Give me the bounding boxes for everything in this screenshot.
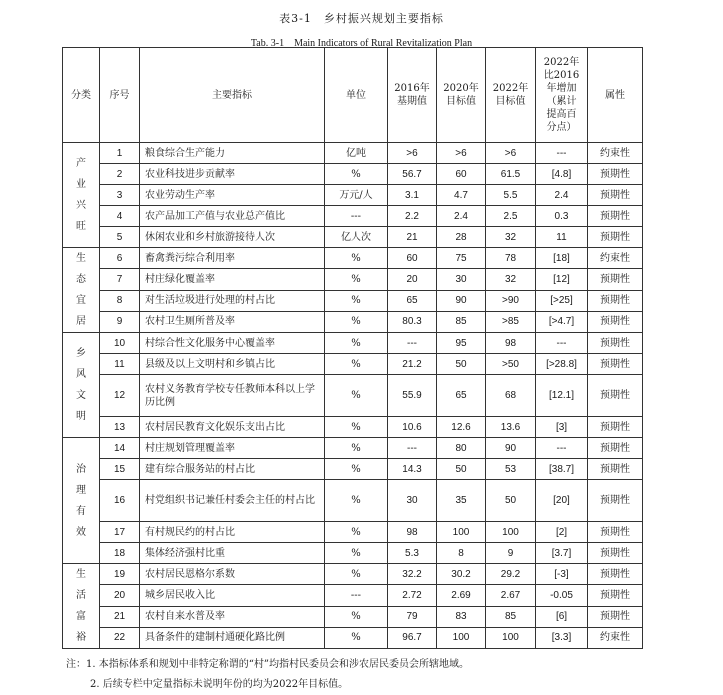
table-row [63,354,643,375]
attribute-cell: 预期性 [588,417,643,438]
category-cell [63,564,100,649]
attribute-cell: 预期性 [588,438,643,459]
target-2022-value: 53 [486,459,536,480]
base-2016-value: >6 [388,143,437,164]
attribute-cell: 约束性 [588,248,643,269]
unit-cell: % [325,333,388,354]
target-2022-value: 90 [486,438,536,459]
category-cell [63,333,100,438]
base-2016-value: 80.3 [388,311,437,332]
indicator-name: 村党组织书记兼任村委会主任的村占比 [140,480,325,522]
table-row [63,459,643,480]
table-row [63,480,643,522]
indicator-name: 粮食综合生产能力 [140,143,325,164]
indicator-name: 农村卫生厕所普及率 [140,311,325,332]
increase-value: [3] [536,417,588,438]
attribute-cell: 预期性 [588,333,643,354]
base-2016-value: 30 [388,480,437,522]
header-base-2016: 2016年 基期值 [388,48,437,143]
category-cell [63,248,100,333]
target-2022-value: >85 [486,311,536,332]
row-number: 16 [100,480,140,522]
unit-cell: % [325,459,388,480]
increase-value: [-3] [536,564,588,585]
table-title-en: Tab. 3-1 Main Indicators of Rural Revitalization Plan [250,38,473,49]
table-row [63,333,643,354]
base-2016-value: 2.2 [388,206,437,227]
indicator-name: 农产品加工产值与农业总产值比 [140,206,325,227]
target-2022-value: 61.5 [486,164,536,185]
target-2020-value: 100 [437,627,486,648]
target-2020-value: 85 [437,311,486,332]
base-2016-value: 56.7 [388,164,437,185]
table-row [63,585,643,606]
row-number: 11 [100,354,140,375]
unit-cell: 亿人次 [325,227,388,248]
category-label: 产 业 兴 旺 [76,158,86,232]
attribute-cell: 预期性 [588,606,643,627]
header-row [63,48,643,143]
target-2020-value: 12.6 [437,417,486,438]
indicator-name: 农村自来水普及率 [140,606,325,627]
row-number: 8 [100,290,140,311]
attribute-cell: 预期性 [588,543,643,564]
unit-cell: % [325,248,388,269]
unit-cell: % [325,522,388,543]
target-2022-value: 68 [486,375,536,417]
increase-value: --- [536,438,588,459]
target-2020-value: 50 [437,354,486,375]
unit-cell: % [325,543,388,564]
table-row [63,375,643,417]
table-row [63,143,643,164]
category-label: 生 态 宜 居 [76,253,86,327]
header-indicator: 主要指标 [140,48,325,143]
row-number: 6 [100,248,140,269]
attribute-cell: 预期性 [588,185,643,206]
target-2020-value: 8 [437,543,486,564]
category-label: 治 理 有 效 [76,463,86,538]
table-row [63,311,643,332]
indicator-name: 具备条件的建制村通硬化路比例 [140,627,325,648]
increase-value: 11 [536,227,588,248]
increase-value: [>25] [536,290,588,311]
indicator-name: 农村居民恩格尔系数 [140,564,325,585]
table-row [63,627,643,648]
table-row [63,417,643,438]
target-2020-value: 100 [437,522,486,543]
header-target-2020: 2020年 目标值 [437,48,486,143]
indicator-name: 对生活垃圾进行处理的村占比 [140,290,325,311]
target-2020-value: 60 [437,164,486,185]
unit-cell: % [325,311,388,332]
category-cell [63,143,100,248]
target-2020-value: 30.2 [437,564,486,585]
target-2020-value: 80 [437,438,486,459]
row-number: 7 [100,269,140,290]
increase-value: --- [536,143,588,164]
row-number: 22 [100,627,140,648]
base-2016-value: 55.9 [388,375,437,417]
increase-value: [20] [536,480,588,522]
target-2022-value: 9 [486,543,536,564]
unit-cell: % [325,606,388,627]
target-2022-value: >50 [486,354,536,375]
attribute-cell: 预期性 [588,206,643,227]
increase-value: [2] [536,522,588,543]
row-number: 2 [100,164,140,185]
base-2016-value: 60 [388,248,437,269]
unit-cell: % [325,627,388,648]
unit-cell: % [325,564,388,585]
unit-cell: % [325,417,388,438]
row-number: 15 [100,459,140,480]
base-2016-value: 3.1 [388,185,437,206]
base-2016-value: 5.3 [388,543,437,564]
table-row [63,206,643,227]
increase-value: 2.4 [536,185,588,206]
header-unit: 单位 [325,48,388,143]
target-2022-value: 98 [486,333,536,354]
table-row [63,227,643,248]
row-number: 18 [100,543,140,564]
unit-cell: % [325,480,388,522]
base-2016-value: --- [388,438,437,459]
attribute-cell: 预期性 [588,311,643,332]
base-2016-value: 14.3 [388,459,437,480]
table-notes [66,655,469,695]
indicators-table [62,47,643,649]
table-row [63,269,643,290]
indicator-name: 有村规民约的村占比 [140,522,325,543]
indicator-name: 畜禽粪污综合利用率 [140,248,325,269]
base-2016-value: 79 [388,606,437,627]
base-2016-value: 98 [388,522,437,543]
table-title-cn: 表3-1 乡村振兴规划主要指标 [279,12,444,25]
table-row [63,606,643,627]
increase-value: [>4.7] [536,311,588,332]
target-2022-value: 50 [486,480,536,522]
attribute-cell: 预期性 [588,522,643,543]
indicator-name: 农村居民教育文化娱乐支出占比 [140,417,325,438]
category-label: 生 活 富 裕 [76,569,86,643]
unit-cell: --- [325,206,388,227]
increase-value: [38.7] [536,459,588,480]
target-2020-value: >6 [437,143,486,164]
indicator-name: 村综合性文化服务中心覆盖率 [140,333,325,354]
table-row [63,185,643,206]
increase-value: --- [536,333,588,354]
indicator-name: 村庄规划管理覆盖率 [140,438,325,459]
attribute-cell: 约束性 [588,143,643,164]
table-row [63,522,643,543]
increase-value: [3.7] [536,543,588,564]
target-2020-value: 30 [437,269,486,290]
attribute-cell: 预期性 [588,480,643,522]
indicator-name: 农业科技进步贡献率 [140,164,325,185]
target-2022-value: >90 [486,290,536,311]
table-row [63,438,643,459]
unit-cell: % [325,354,388,375]
target-2020-value: 4.7 [437,185,486,206]
base-2016-value: 21.2 [388,354,437,375]
base-2016-value: 65 [388,290,437,311]
increase-value: [12] [536,269,588,290]
attribute-cell: 预期性 [588,459,643,480]
increase-value: [4.8] [536,164,588,185]
row-number: 17 [100,522,140,543]
attribute-cell: 预期性 [588,164,643,185]
row-number: 21 [100,606,140,627]
target-2022-value: 78 [486,248,536,269]
indicator-name: 集体经济强村比重 [140,543,325,564]
table-row [63,164,643,185]
target-2020-value: 2.4 [437,206,486,227]
attribute-cell: 预期性 [588,269,643,290]
row-number: 14 [100,438,140,459]
target-2022-value: 13.6 [486,417,536,438]
row-number: 5 [100,227,140,248]
table-row [63,248,643,269]
target-2020-value: 28 [437,227,486,248]
header-category: 分类 [63,48,100,143]
increase-value: -0.05 [536,585,588,606]
table-row [63,543,643,564]
base-2016-value: 10.6 [388,417,437,438]
row-number: 4 [100,206,140,227]
unit-cell: % [325,375,388,417]
attribute-cell: 约束性 [588,627,643,648]
increase-value: 0.3 [536,206,588,227]
target-2022-value: 32 [486,269,536,290]
unit-cell: 万元/人 [325,185,388,206]
target-2020-value: 2.69 [437,585,486,606]
target-2022-value: 32 [486,227,536,248]
target-2022-value: 85 [486,606,536,627]
base-2016-value: --- [388,333,437,354]
indicator-name: 村庄绿化覆盖率 [140,269,325,290]
target-2020-value: 50 [437,459,486,480]
indicator-name: 农村义务教育学校专任教师本科以上学历比例 [140,375,325,417]
attribute-cell: 预期性 [588,290,643,311]
target-2022-value: 2.5 [486,206,536,227]
base-2016-value: 2.72 [388,585,437,606]
target-2022-value: 100 [486,522,536,543]
base-2016-value: 32.2 [388,564,437,585]
unit-cell: % [325,290,388,311]
attribute-cell: 预期性 [588,375,643,417]
indicator-name: 县级及以上文明村和乡镇占比 [140,354,325,375]
note-1: 注：1. 本指标体系和规划中非特定称谓的“村”均指村民委员会和涉农居民委员会所辖地域。 [66,659,469,670]
unit-cell: --- [325,585,388,606]
indicator-name: 农业劳动生产率 [140,185,325,206]
indicator-name: 城乡居民收入比 [140,585,325,606]
unit-cell: % [325,438,388,459]
increase-value: [>28.8] [536,354,588,375]
base-2016-value: 96.7 [388,627,437,648]
indicator-name: 建有综合服务站的村占比 [140,459,325,480]
indicator-name: 休闲农业和乡村旅游接待人次 [140,227,325,248]
increase-value: [6] [536,606,588,627]
target-2020-value: 65 [437,375,486,417]
row-number: 1 [100,143,140,164]
attribute-cell: 预期性 [588,354,643,375]
attribute-cell: 预期性 [588,585,643,606]
note-2: 2. 后续专栏中定量指标未说明年份的均为2022年目标值。 [90,679,349,690]
attribute-cell: 预期性 [588,227,643,248]
header-target-2022: 2022年 目标值 [486,48,536,143]
base-2016-value: 20 [388,269,437,290]
table-row [63,290,643,311]
base-2016-value: 21 [388,227,437,248]
increase-value: [18] [536,248,588,269]
row-number: 12 [100,375,140,417]
row-number: 3 [100,185,140,206]
target-2022-value: 5.5 [486,185,536,206]
row-number: 10 [100,333,140,354]
unit-cell: % [325,269,388,290]
category-cell [63,438,100,564]
header-attribute: 属性 [588,48,643,143]
target-2022-value: 100 [486,627,536,648]
table-row [63,564,643,585]
increase-value: [3.3] [536,627,588,648]
header-no: 序号 [100,48,140,143]
target-2020-value: 35 [437,480,486,522]
target-2022-value: 2.67 [486,585,536,606]
row-number: 13 [100,417,140,438]
unit-cell: 亿吨 [325,143,388,164]
target-2020-value: 95 [437,333,486,354]
table-body [63,143,643,649]
target-2022-value: >6 [486,143,536,164]
row-number: 20 [100,585,140,606]
target-2020-value: 83 [437,606,486,627]
target-2022-value: 29.2 [486,564,536,585]
increase-value: [12.1] [536,375,588,417]
category-label: 乡 风 文 明 [76,348,86,422]
target-2020-value: 90 [437,290,486,311]
header-increase: 2022年 比2016 年增加 （累计 提高百 分点） [536,48,588,143]
attribute-cell: 预期性 [588,564,643,585]
row-number: 9 [100,311,140,332]
unit-cell: % [325,164,388,185]
row-number: 19 [100,564,140,585]
target-2020-value: 75 [437,248,486,269]
